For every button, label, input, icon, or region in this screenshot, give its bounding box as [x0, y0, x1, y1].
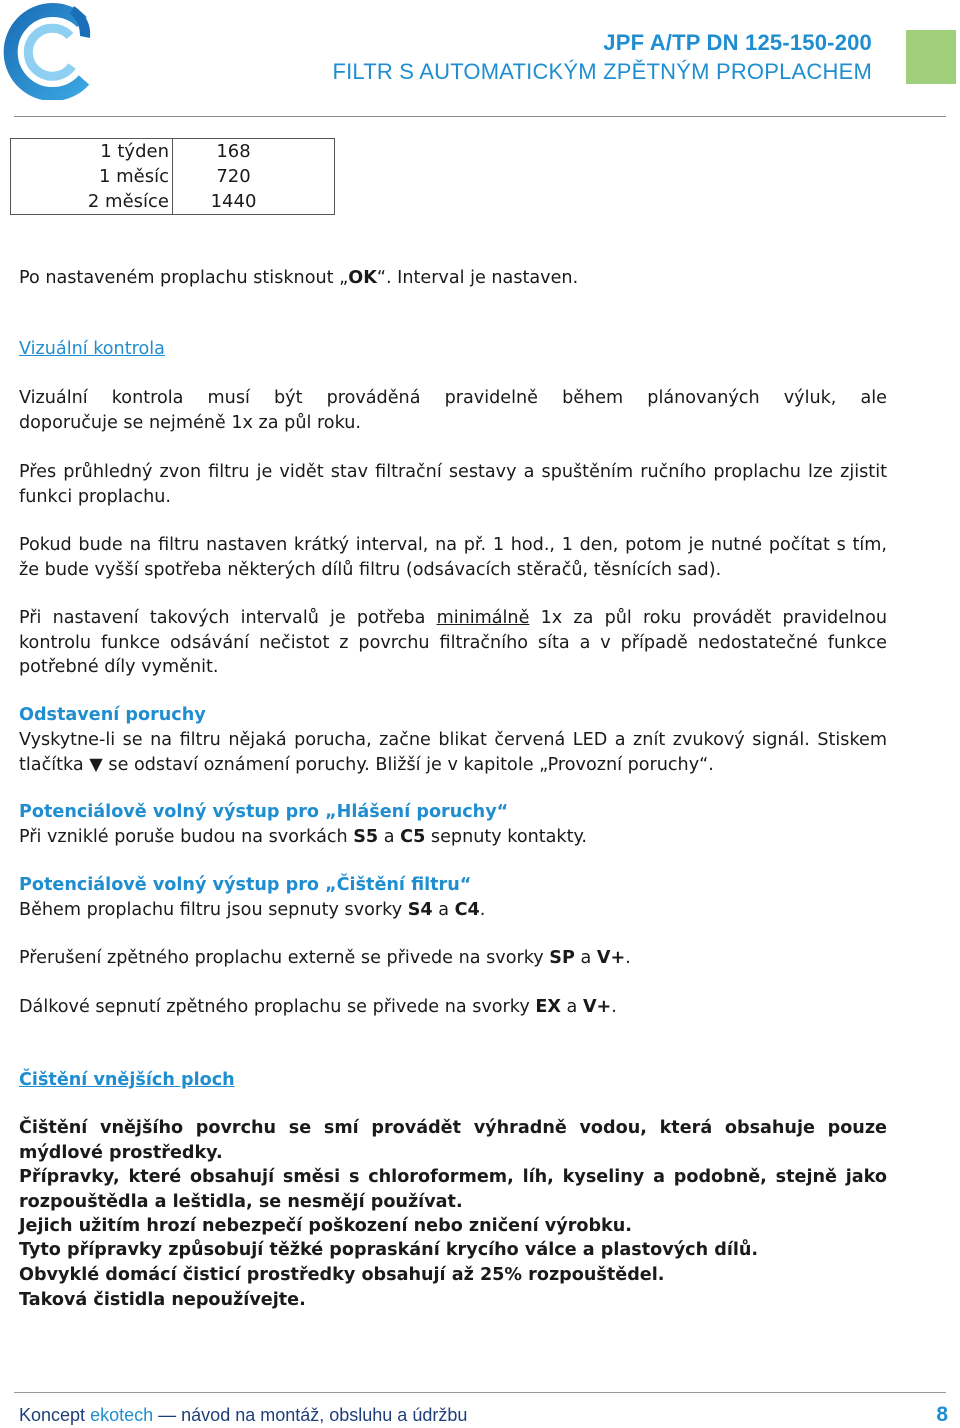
ok-text-post: “. Interval je nastaven. [376, 268, 579, 288]
page-number: 8 [936, 1403, 948, 1426]
cleaning-paragraph-6: Taková čistidla nepoužívejte. [19, 1290, 306, 1310]
ok-key: OK [348, 268, 377, 288]
terminal-label: C4 [454, 900, 480, 920]
header-divider [14, 116, 946, 117]
visual-paragraph-1-line-2: doporučuje se nejméně 1x za půl roku. [19, 413, 361, 433]
visual-paragraph-1-line-1: Vizuální kontrola musí být prováděná pravidelně během plánovaných výluk, ale [19, 388, 887, 408]
interval-table [10, 138, 335, 215]
terminal-label: S5 [353, 827, 379, 847]
cleaning-paragraph-4: Tyto přípravky způsobují těžké popraskání krycího válce a plastových dílů. [19, 1240, 759, 1260]
visual-inspection-heading: Vizuální kontrola [19, 339, 165, 359]
text: . [479, 900, 486, 920]
fault-output-paragraph [19, 825, 887, 850]
company-logo [2, 0, 98, 100]
cleaning-heading: Čištění vnějších ploch [19, 1070, 235, 1090]
visual-paragraph-4 [19, 606, 887, 680]
footer-text [19, 1405, 467, 1426]
remote-paragraph [19, 995, 887, 1020]
table-row [11, 164, 335, 189]
table-cell-period: 1 měsíc [11, 164, 173, 189]
text: . [611, 997, 617, 1017]
text: . [625, 948, 631, 968]
cleaning-paragraph-3: Jejich užitím hrozí nebezpečí poškození nebo zničení výrobku. [19, 1216, 632, 1236]
visual-paragraph-3: Pokud bude na filtru nastaven krátký interval, na př. 1 hod., 1 den, potom je nutné počítat s tím, že bude vyšší spotřeba některých dílů filtru (odsávacích stěračů, těsnících sad). [19, 535, 887, 580]
terminal-label: SP [549, 948, 575, 968]
text: a [432, 900, 455, 920]
table-cell-period: 2 měsíce [11, 189, 173, 215]
header-accent-box [906, 30, 956, 84]
fault-reset-heading: Odstavení poruchy [19, 705, 206, 725]
fault-output-heading: Potenciálově volný výstup pro „Hlášení poruchy“ [19, 802, 509, 822]
fault-reset-paragraph: Vyskytne-li se na filtru nějaká porucha, začne blikat červená LED a znít zvukový signál. Stiskem tlačítka ▼ se odstaví oznámení poruchy. Bližší je v kapitole „Provozní poruchy“. [19, 730, 887, 775]
text: a [378, 827, 401, 847]
interrupt-paragraph [19, 946, 887, 971]
table-cell-hours: 1440 [173, 189, 335, 215]
text: Dálkové sepnutí zpětného proplachu se přivede na svorky [19, 997, 536, 1017]
terminal-label: V+ [596, 948, 626, 968]
footer-doc-name: návod na montáž, obsluhu a údržbu [181, 1405, 468, 1425]
table-row [11, 139, 335, 165]
table-row [11, 189, 335, 215]
text: Přerušení zpětného proplachu externě se přivede na svorky [19, 948, 550, 968]
footer-brand-1: Koncept [19, 1405, 86, 1425]
text: Při vzniklé poruše budou na svorkách [19, 827, 354, 847]
text: sepnuty kontakty. [425, 827, 588, 847]
p4-underlined: minimálně [436, 608, 530, 628]
cleaning-paragraph-2: Přípravky, které obsahují směsi s chloroformem, líh, kyseliny a podobně, stejně jako rozpouštědla a leštidla, se nesmějí používat. [19, 1167, 887, 1212]
table-cell-hours: 720 [173, 164, 335, 189]
clean-output-heading: Potenciálově volný výstup pro „Čištění filtru“ [19, 875, 472, 895]
cleaning-paragraph-5: Obvyklé domácí čisticí prostředky obsahují až 25% rozpouštědel. [19, 1265, 665, 1285]
ok-text-pre: Po nastaveném proplachu stisknout „ [19, 268, 349, 288]
text: a [560, 997, 583, 1017]
visual-paragraph-2: Přes průhledný zvon filtru je vidět stav filtrační sestavy a spuštěním ručního proplachu lze zjistit funkci proplachu. [19, 462, 887, 507]
document-title: JPF A/TP DN 125-150-200 [603, 30, 872, 55]
table-cell-period: 1 týden [11, 139, 173, 165]
footer-dash: — [158, 1405, 177, 1425]
cleaning-paragraph-1: Čištění vnějšího povrchu se smí provádět výhradně vodou, která obsahuje pouze mýdlové prostředky. [19, 1118, 887, 1163]
terminal-label: S4 [407, 900, 433, 920]
table-cell-hours: 168 [173, 139, 335, 165]
p4-post: 1x za půl roku provádět pravidelnou kontrolu funkce odsávání nečistot z povrchu filtračního síta a v případě nedostatečné funkce potřebné díly vyměnit. [19, 608, 887, 678]
footer-divider [14, 1392, 946, 1393]
terminal-label: V+ [582, 997, 612, 1017]
footer-brand-2: ekotech [90, 1405, 154, 1425]
terminal-label: EX [535, 997, 561, 1017]
clean-output-paragraph [19, 898, 887, 923]
text: a [574, 948, 597, 968]
ok-paragraph [19, 266, 887, 291]
document-subtitle: FILTR S AUTOMATICKÝM ZPĚTNÝM PROPLACHEM [332, 59, 872, 84]
terminal-label: C5 [400, 827, 426, 847]
p4-pre: Při nastavení takových intervalů je potřeba [19, 608, 437, 628]
text: Během proplachu filtru jsou sepnuty svorky [19, 900, 408, 920]
